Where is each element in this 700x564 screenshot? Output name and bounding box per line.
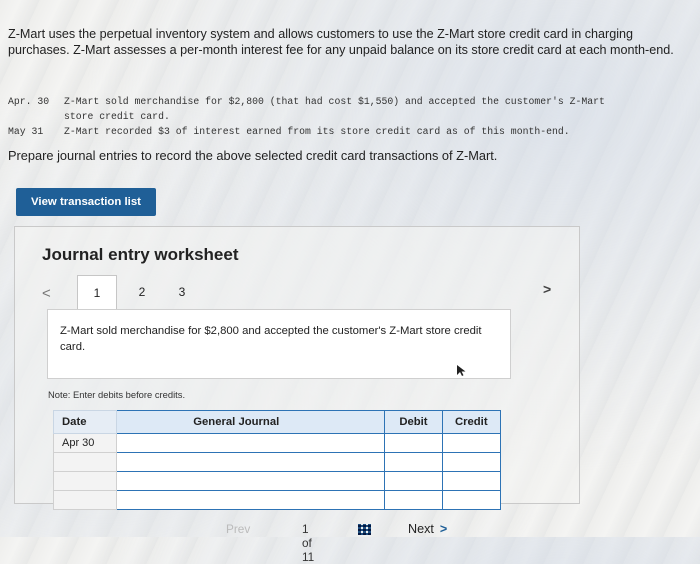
account-input[interactable] [117,434,385,453]
mouse-cursor-icon [457,365,466,380]
next-entry-icon[interactable]: > [543,281,552,297]
tab-entry-1[interactable]: 1 [77,275,117,310]
transaction-date: Apr. 30 [8,96,50,107]
date-cell: Apr 30 [54,434,117,453]
date-cell [54,453,117,472]
credit-input[interactable] [442,434,500,453]
instruction-text: Prepare journal entries to record the above selected credit card transactions of Z-Mart. [8,148,498,163]
account-input[interactable] [117,472,385,491]
transaction-text: Z-Mart sold merchandise for $2,800 (that had cost $1,550) and accepted the customer's Z-Mart [64,96,605,107]
transaction-list [8,94,696,139]
transaction-text: Z-Mart recorded $3 of interest earned from its store credit card as of this month-end. [64,126,570,137]
column-header-general-journal: General Journal [117,411,385,434]
prev-page-button[interactable]: Prev [226,522,251,536]
transaction-text: store credit card. [64,111,170,122]
debit-input[interactable] [385,491,442,510]
journal-entry-worksheet [14,226,580,504]
column-header-debit: Debit [385,411,442,434]
next-page-button[interactable] [408,522,447,536]
view-transaction-list-button[interactable]: View transaction list [16,188,156,216]
grid-icon[interactable] [358,524,371,535]
transaction-row [8,109,696,124]
table-row [54,491,501,510]
entry-note: Note: Enter debits before credits. [48,389,186,400]
transaction-date: May 31 [8,126,44,137]
transaction-row [8,124,696,139]
entry-description: Z-Mart sold merchandise for $2,800 and accepted the customer's Z-Mart store credit card. [47,309,511,379]
transaction-row [8,94,696,109]
tab-entry-2[interactable]: 2 [138,285,146,299]
date-cell [54,472,117,491]
account-input[interactable] [117,491,385,510]
column-header-date: Date [54,411,117,434]
chevron-right-icon: > [439,522,448,536]
problem-statement: Z-Mart uses the perpetual inventory system and allows customers to use the Z-Mart store credit card in charging purchases. Z-Mart assesses a per-month interest fee for any unpaid balance on its store credit card at each month-end. [8,27,674,57]
credit-input[interactable] [442,472,500,491]
next-label: Next [408,522,434,536]
page-indicator: 1 of 11 [302,522,315,564]
transaction-date [8,109,64,124]
column-header-credit: Credit [442,411,500,434]
worksheet-title: Journal entry worksheet [42,245,239,264]
previous-entry-icon[interactable]: < [42,285,51,302]
table-row [54,434,501,453]
account-input[interactable] [117,453,385,472]
debit-input[interactable] [385,453,442,472]
table-row [54,472,501,491]
journal-table [53,410,501,510]
debit-input[interactable] [385,434,442,453]
date-cell [54,491,117,510]
table-row [54,453,501,472]
credit-input[interactable] [442,453,500,472]
credit-input[interactable] [442,491,500,510]
tab-entry-3[interactable]: 3 [178,285,186,299]
debit-input[interactable] [385,472,442,491]
